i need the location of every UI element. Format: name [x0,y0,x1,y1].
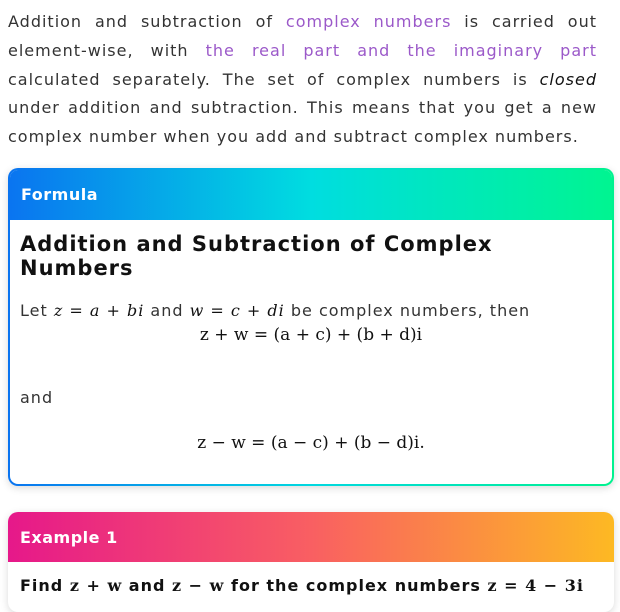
intro-text-4: under addition and subtraction. This means that you get a new complex number when you add and subtract complex numbers. [8,98,597,147]
formula-let-line [20,301,612,320]
and-line: and [20,388,54,407]
closed-emphasis: closed [539,69,597,89]
complex-numbers-link[interactable]: complex numbers [285,12,452,31]
and-word: and [144,301,190,320]
intro-text-3: calculated separately. The set of complex numbers is [8,69,540,89]
intro-text-1: Addition and subtraction of [8,12,286,31]
let-suffix: be complex numbers, then [284,301,531,320]
formula-card-header: Formula [8,168,614,220]
formula-card [8,168,614,486]
example-card-header: Example 1 [8,512,614,562]
q-z-value: z = 4 − 3i [487,576,584,595]
example-card [8,512,614,612]
let-prefix: Let [20,301,54,320]
q-find: Find [20,576,70,595]
sum-formula: z + w = (a + c) + (b + d)i [199,325,423,345]
z-definition: z = a + bi [53,301,145,320]
q-diff-expr: z − w [172,576,225,595]
intro-paragraph [8,8,597,152]
real-imaginary-part-link[interactable]: the real part and the imaginary part [205,40,597,60]
q-sum-expr: z + w [69,576,123,595]
q-and: and [122,576,173,595]
q-for: for the complex numbers [224,576,488,595]
intro-text-2: is carried out element-wise, with [8,12,598,60]
w-definition: w = c + di [189,301,285,320]
example-question [20,576,614,595]
formula-title: Addition and Subtraction of Complex Numbers [20,232,493,280]
difference-formula: z − w = (a − c) + (b − d)i. [197,433,425,453]
